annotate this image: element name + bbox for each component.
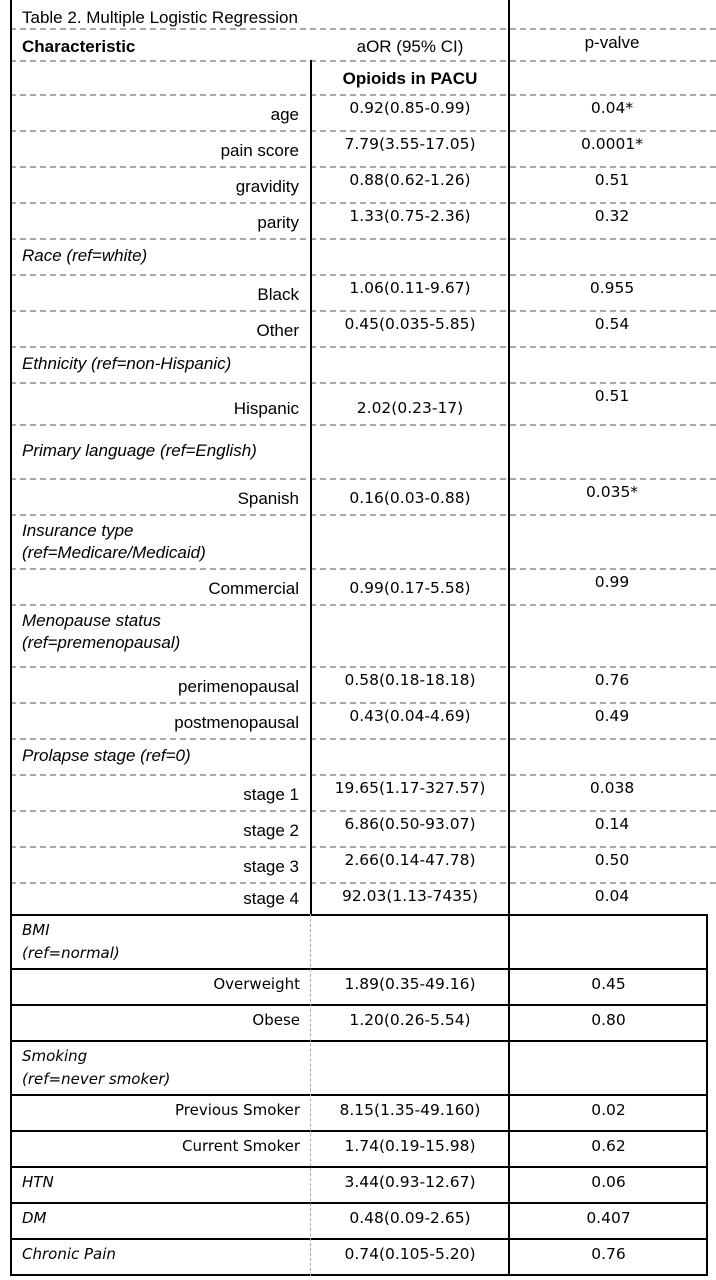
row-divider bbox=[10, 738, 716, 740]
characteristic-label: Other bbox=[256, 321, 299, 340]
characteristic-label: gravidity bbox=[235, 177, 299, 196]
header-p-value: p-valve bbox=[584, 33, 640, 52]
table-row bbox=[10, 166, 715, 202]
characteristic-label: Previous Smoker bbox=[174, 1101, 300, 1119]
table-row bbox=[10, 1094, 708, 1130]
p-value: 0.54 bbox=[594, 315, 630, 333]
p-value: 0.955 bbox=[589, 279, 635, 297]
p-value: 0.45 bbox=[591, 975, 626, 993]
p-value: 0.62 bbox=[591, 1137, 626, 1155]
characteristic-label: stage 3 bbox=[243, 857, 299, 876]
aor-value: 0.16(0.03-0.88) bbox=[349, 489, 471, 507]
aor-value: 1.06(0.11-9.67) bbox=[349, 279, 471, 297]
row-divider bbox=[10, 1166, 708, 1168]
p-value: 0.76 bbox=[594, 671, 630, 689]
row-divider bbox=[10, 1202, 708, 1204]
group-label: Smoking bbox=[22, 1047, 88, 1065]
table-row bbox=[10, 1130, 708, 1166]
table-row bbox=[10, 382, 715, 424]
table-row bbox=[10, 130, 715, 166]
row-divider bbox=[10, 60, 716, 62]
aor-value: 0.48(0.09-2.65) bbox=[349, 1209, 471, 1227]
column-divider bbox=[310, 60, 312, 914]
group-label: Menopause status bbox=[22, 611, 161, 630]
aor-value: 0.92(0.85-0.99) bbox=[349, 99, 471, 117]
characteristic-label: Spanish bbox=[237, 489, 299, 508]
aor-value: 3.44(0.93-12.67) bbox=[344, 1173, 476, 1191]
aor-value: 7.79(3.55-17.05) bbox=[344, 135, 476, 153]
characteristic-label: parity bbox=[257, 213, 299, 232]
characteristic-label: pain score bbox=[220, 141, 299, 160]
aor-value: 2.02(0.23-17) bbox=[356, 399, 464, 417]
aor-value: 8.15(1.35-49.160) bbox=[339, 1101, 481, 1119]
aor-value: 0.58(0.18-18.18) bbox=[344, 671, 476, 689]
header-characteristic: Characteristic bbox=[22, 37, 136, 56]
table-row bbox=[10, 1238, 708, 1274]
aor-value: 0.45(0.035-5.85) bbox=[344, 315, 476, 333]
group-header-row bbox=[10, 514, 715, 568]
p-value: 0.06 bbox=[591, 1173, 626, 1191]
p-value: 0.51 bbox=[594, 387, 630, 405]
row-divider bbox=[10, 568, 716, 570]
row-divider bbox=[10, 274, 716, 276]
aor-value: 1.33(0.75-2.36) bbox=[349, 207, 471, 225]
characteristic-label: Black bbox=[257, 285, 299, 304]
row-divider bbox=[10, 810, 716, 812]
row-divider bbox=[10, 94, 716, 96]
table-row bbox=[10, 810, 715, 846]
aor-value: 2.66(0.14-47.78) bbox=[344, 851, 476, 869]
row-divider bbox=[10, 968, 708, 970]
table-row bbox=[10, 968, 708, 1004]
characteristic-label: Current Smoker bbox=[182, 1137, 300, 1155]
p-value: 0.0001* bbox=[581, 135, 643, 153]
table-row bbox=[10, 94, 715, 130]
table-right-border bbox=[706, 914, 708, 1276]
row-divider bbox=[10, 238, 716, 240]
row-divider bbox=[10, 1274, 708, 1276]
table-row bbox=[10, 1202, 708, 1238]
p-value: 0.035* bbox=[585, 483, 639, 501]
aor-value: 6.86(0.50-93.07) bbox=[344, 815, 476, 833]
table-row bbox=[10, 202, 715, 238]
characteristic-label: postmenopausal bbox=[174, 713, 299, 732]
table-row bbox=[10, 310, 715, 346]
table-caption: Table 2. Multiple Logistic Regression bbox=[22, 8, 298, 27]
aor-value: 1.89(0.35-49.16) bbox=[344, 975, 476, 993]
p-value: 0.32 bbox=[594, 207, 630, 225]
group-header-row bbox=[10, 1040, 708, 1094]
row-divider bbox=[10, 1040, 708, 1042]
p-value: 0.49 bbox=[594, 707, 630, 725]
table-row bbox=[10, 702, 715, 738]
row-divider bbox=[10, 846, 716, 848]
table-row bbox=[10, 274, 715, 310]
characteristic-label: age bbox=[270, 105, 299, 124]
header-aor: aOR (95% CI) bbox=[356, 37, 464, 56]
row-divider bbox=[10, 604, 716, 606]
subheader-opioids-in-pacu: Opioids in PACU bbox=[342, 69, 478, 88]
row-divider bbox=[10, 1094, 708, 1096]
characteristic-label: stage 1 bbox=[243, 785, 299, 804]
row-divider bbox=[10, 774, 716, 776]
aor-value: 0.43(0.04-4.69) bbox=[349, 707, 471, 725]
group-header-row bbox=[10, 346, 715, 382]
row-divider bbox=[10, 28, 716, 30]
group-label: Prolapse stage (ref=0) bbox=[22, 746, 191, 765]
group-reference-label: (ref=premenopausal) bbox=[22, 633, 181, 652]
p-value: 0.51 bbox=[594, 171, 630, 189]
table-row bbox=[10, 846, 715, 882]
group-header-row bbox=[10, 914, 708, 968]
characteristic-label: DM bbox=[22, 1209, 47, 1227]
row-divider bbox=[10, 382, 716, 384]
group-reference-label: (ref=never smoker) bbox=[22, 1070, 171, 1088]
aor-value: 19.65(1.17-327.57) bbox=[334, 779, 486, 797]
characteristic-label: stage 4 bbox=[243, 889, 299, 908]
group-label: BMI bbox=[22, 921, 50, 939]
group-label: Ethnicity (ref=non-Hispanic) bbox=[22, 354, 232, 373]
characteristic-label: Hispanic bbox=[233, 399, 299, 418]
row-divider bbox=[10, 130, 716, 132]
row-divider bbox=[10, 666, 716, 668]
row-divider bbox=[10, 882, 716, 884]
p-value: 0.76 bbox=[591, 1245, 626, 1263]
row-divider bbox=[10, 702, 716, 704]
aor-value: 0.88(0.62-1.26) bbox=[349, 171, 471, 189]
table-row bbox=[10, 774, 715, 810]
table-row bbox=[10, 1004, 708, 1040]
characteristic-label: perimenopausal bbox=[178, 677, 299, 696]
p-value: 0.038 bbox=[589, 779, 635, 797]
group-header-row bbox=[10, 738, 715, 774]
aor-value: 92.03(1.13-7435) bbox=[341, 887, 479, 905]
group-label: Insurance type bbox=[22, 521, 134, 540]
aor-value: 1.74(0.19-15.98) bbox=[344, 1137, 476, 1155]
p-value: 0.50 bbox=[594, 851, 630, 869]
row-divider bbox=[10, 202, 716, 204]
group-label: Primary language (ref=English) bbox=[22, 441, 257, 460]
row-divider bbox=[10, 310, 716, 312]
p-value: 0.14 bbox=[594, 815, 630, 833]
row-divider bbox=[10, 1238, 708, 1240]
p-value: 0.80 bbox=[591, 1011, 626, 1029]
row-divider bbox=[10, 1130, 708, 1132]
characteristic-label: stage 2 bbox=[243, 821, 299, 840]
group-reference-label: (ref=Medicare/Medicaid) bbox=[22, 543, 206, 562]
characteristic-label: HTN bbox=[22, 1173, 54, 1191]
group-header-row bbox=[10, 424, 715, 478]
characteristic-label: Obese bbox=[252, 1011, 300, 1029]
row-divider bbox=[10, 1004, 708, 1006]
p-value: 0.04 bbox=[594, 887, 630, 905]
table-row bbox=[10, 478, 715, 514]
row-divider bbox=[10, 914, 708, 916]
row-divider bbox=[10, 166, 716, 168]
row-divider bbox=[10, 514, 716, 516]
characteristic-label: Overweight bbox=[213, 975, 300, 993]
row-divider bbox=[10, 424, 716, 426]
aor-value: 0.99(0.17-5.58) bbox=[349, 579, 471, 597]
characteristic-label: Chronic Pain bbox=[22, 1245, 116, 1263]
table-row bbox=[10, 568, 715, 604]
p-value: 0.407 bbox=[586, 1209, 631, 1227]
table-row bbox=[10, 1166, 708, 1202]
row-divider bbox=[10, 346, 716, 348]
group-label: Race (ref=white) bbox=[22, 246, 148, 265]
aor-value: 0.74(0.105-5.20) bbox=[344, 1245, 476, 1263]
table-left-border bbox=[10, 0, 12, 1276]
table-row bbox=[10, 882, 715, 914]
row-divider bbox=[10, 478, 716, 480]
p-value: 0.02 bbox=[591, 1101, 626, 1119]
group-reference-label: (ref=normal) bbox=[22, 944, 120, 962]
p-value: 0.04* bbox=[590, 99, 634, 117]
p-value: 0.99 bbox=[594, 573, 630, 591]
group-header-row bbox=[10, 604, 715, 666]
column-divider bbox=[508, 0, 510, 1276]
table-row bbox=[10, 666, 715, 702]
aor-value: 1.20(0.26-5.54) bbox=[349, 1011, 471, 1029]
column-divider bbox=[310, 914, 311, 1276]
characteristic-label: Commercial bbox=[208, 579, 299, 598]
group-header-row bbox=[10, 238, 715, 274]
